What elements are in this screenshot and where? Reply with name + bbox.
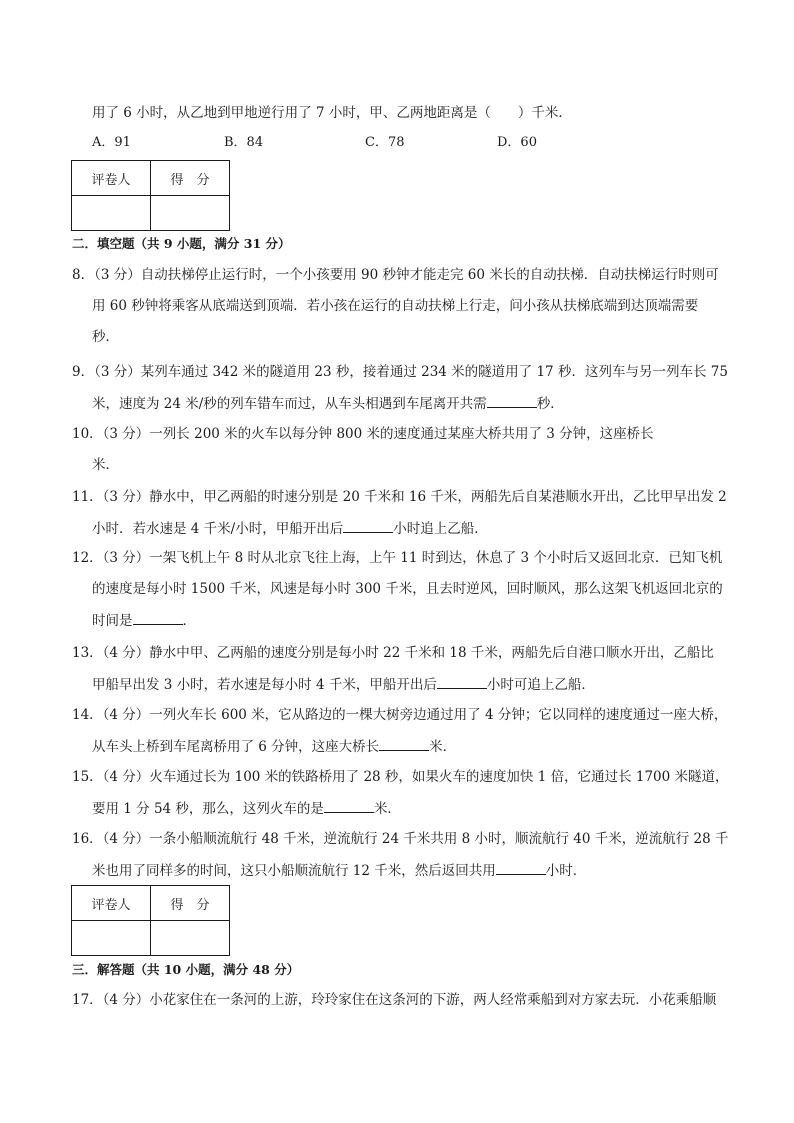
- q16-text-a: 米也用了同样多的时间，这只小船顺流航行 12 千米，然后返回共用: [92, 863, 496, 879]
- q16-line2: [92, 860, 752, 881]
- q16-line1: 16．（4 分）一条小船顺流航行 48 千米，逆流航行 24 千米共用 8 小时，顺流航行 40 千米，逆流航行 28 千: [72, 831, 729, 847]
- q11-answer-blank[interactable]: [343, 518, 393, 533]
- q7-continuation: 用了 6 小时，从乙地到甲地逆行用了 7 小时，甲、乙两地距离是（ ）千米．: [92, 105, 572, 121]
- q9-text-b: 秒．: [536, 396, 564, 412]
- q15-line1: 15．（4 分）火车通过长为 100 米的铁路桥用了 28 秒，如果火车的速度加快 1 倍，它通过长 1700 米隧道，: [72, 769, 729, 785]
- q14-text-a: 从车头上桥到车尾离桥用了 6 分钟，这座大桥长: [92, 739, 380, 755]
- reviewer-header: 评卷人: [72, 886, 151, 921]
- q17-line1: 17．（4 分）小花家住在一条河的上游，玲玲家住在这条河的下游，两人经常乘船到对方家去玩．小花乘船顺: [72, 992, 717, 1008]
- q10-line2: 米．: [92, 457, 119, 473]
- q11-line1: 11．（3 分）静水中，甲乙两船的时速分别是 20 千米和 16 千米，两船先后自某港顺水开出，乙比甲早出发 2: [72, 489, 727, 505]
- q13-text-b: 小时可追上乙船．: [486, 677, 595, 693]
- q7-option-d: D．60: [497, 135, 537, 150]
- q15-line2: [92, 798, 752, 819]
- q7-option-c: C．78: [365, 135, 405, 150]
- q13-line2: [92, 674, 752, 695]
- section3-heading: 三．解答题（共 10 小题，满分 48 分）: [72, 962, 300, 977]
- section2-heading: 二．填空题（共 9 小题，满分 31 分）: [72, 236, 291, 251]
- q10-line1: 10．（3 分）一列长 200 米的火车以每分钟 800 米的速度通过某座大桥共用了 3 分钟，这座桥长: [72, 426, 654, 442]
- q16-answer-blank[interactable]: [496, 860, 546, 875]
- q8-line3: 秒．: [92, 329, 119, 345]
- q15-answer-blank[interactable]: [324, 798, 374, 813]
- score-table-2: [71, 885, 230, 956]
- q11-text-b: 小时追上乙船．: [393, 521, 488, 537]
- q11-text-a: 小时．若水速是 4 千米/小时，甲船开出后: [92, 521, 344, 537]
- q12-line1: 12．（3 分）一架飞机上午 8 时从北京飞往上海，上午 11 时到达，休息了 3 个小时后又返回北京．已知飞机: [72, 550, 723, 566]
- q14-answer-blank[interactable]: [379, 736, 429, 751]
- q12-text-b: ．: [182, 613, 196, 629]
- reviewer-header: 评卷人: [72, 161, 151, 196]
- q9-line1: 9．（3 分）某列车通过 342 米的隧道用 23 秒，接着通过 234 米的隧道用了 17 秒．这列车与另一列车长 75: [72, 364, 728, 380]
- score-table-1: [71, 160, 230, 231]
- q12-text-a: 时间是: [92, 613, 133, 629]
- score-cell[interactable]: [151, 196, 230, 231]
- q9-text-a: 米，速度为 24 米/秒的列车错车而过，从车头相遇到车尾离开共需: [92, 396, 487, 412]
- reviewer-cell[interactable]: [72, 196, 151, 231]
- q7-option-a: A．91: [92, 135, 131, 150]
- q15-text-b: 米．: [373, 801, 401, 817]
- score-header: 得 分: [151, 886, 230, 921]
- q12-line2: 的速度是每小时 1500 千米，风速是每小时 300 千米，且去时逆风，回时顺风，那么这架飞机返回北京的: [92, 581, 723, 597]
- reviewer-cell[interactable]: [72, 921, 151, 956]
- q12-line3: [92, 610, 752, 631]
- score-cell[interactable]: [151, 921, 230, 956]
- q11-line2: [92, 518, 752, 539]
- q16-text-b: 小时．: [545, 863, 587, 879]
- q8-line1: 8．（3 分）自动扶梯停止运行时，一个小孩要用 90 秒钟才能走完 60 米长的自动扶梯．自动扶梯运行时则可: [72, 267, 719, 283]
- q13-text-a: 甲船早出发 3 小时，若水速是每小时 4 千米，甲船开出后: [92, 677, 437, 693]
- q15-text-a: 要用 1 分 54 秒，那么，这列火车的是: [92, 801, 324, 817]
- q7-option-b: B．84: [224, 135, 264, 150]
- q14-line1: 14．（4 分）一列火车长 600 米，它从路边的一棵大树旁边通过用了 4 分钟；它以同样的速度通过一座大桥，: [72, 707, 728, 723]
- q14-line2: [92, 736, 752, 757]
- q12-answer-blank[interactable]: [133, 610, 183, 625]
- q8-line2: 用 60 秒钟将乘客从底端送到顶端．若小孩在运行的自动扶梯上行走，问小孩从扶梯底端到达顶端需要: [92, 298, 699, 314]
- q9-answer-blank[interactable]: [487, 393, 537, 408]
- q14-text-b: 米．: [429, 739, 457, 755]
- q9-line2: [92, 393, 752, 414]
- q13-line1: 13．（4 分）静水中甲、乙两船的速度分别是每小时 22 千米和 18 千米，两船先后自港口顺水开出，乙船比: [72, 645, 714, 661]
- score-header: 得 分: [151, 161, 230, 196]
- q13-answer-blank[interactable]: [437, 674, 487, 689]
